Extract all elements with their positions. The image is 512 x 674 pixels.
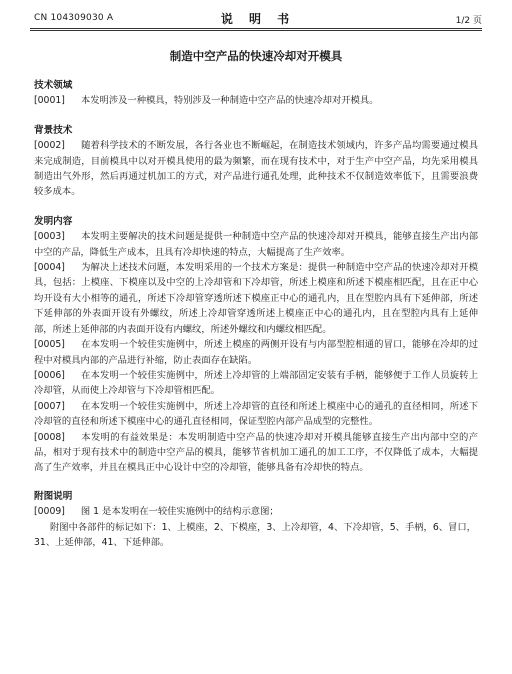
paragraph-text: 在本发明一个较佳实施例中，所述上冷却管的上端部固定安装有手柄，能够便于工作人员旋转上冷却管，从而使上冷却管与下冷却管相匹配。 (34, 369, 478, 397)
page-header (34, 10, 482, 28)
page-indicator: 1/2 页 (455, 16, 482, 26)
paragraph-number: [0005] (34, 339, 65, 351)
paragraph-number: [0002] (34, 140, 65, 152)
section-heading-drawings: 附图说明 (34, 490, 73, 502)
paragraph-0003 (34, 229, 478, 260)
paragraph-0001 (34, 93, 478, 108)
paragraph-number: [0001] (34, 95, 65, 107)
paragraph-0008 (34, 430, 478, 476)
paragraph-text: 本发明涉及一种模具，特别涉及一种制造中空产品的快速冷却对开模具。 (80, 95, 379, 107)
paragraph-text: 随着科学技术的不断发展，各行各业也不断崛起，在制造技术领域内，许多产品均需要通过模具来完成制造，目前模具中以对开模具使用的最为频繁，而在现有技术中，对于生产中空产品，均先采用模具制造出气外形，然后再通过机加工的方式，对产品进行通孔处理，此种技术不仅制造效率低下，且需要浪费较多成本。 (34, 140, 478, 198)
paragraph-text: 图 1 是本发明在一较佳实施例中的结构示意图； (80, 506, 279, 518)
header-rule-top (30, 28, 482, 29)
parts-list-paragraph: 附图中各部件的标记如下：1、上模座，2、下模座，3、上冷却管，4、下冷却管，5、手柄，6、冒口，31、上延伸部，41、下延伸部。 (34, 521, 476, 548)
paragraph-text: 在本发明一个较佳实施例中，所述上模座的两侧开设有与内部型腔相通的冒口，能够在冷却的过程中对模具内部的产品进行补缩，防止表面存在缺陷。 (34, 339, 478, 366)
paragraph-0005 (34, 337, 478, 368)
paragraph-number: [0004] (34, 262, 65, 274)
paragraph-number: [0003] (34, 231, 65, 243)
paragraph-number: [0006] (34, 369, 65, 381)
paragraph-number: [0007] (34, 400, 65, 412)
paragraph-0009 (34, 504, 478, 519)
paragraph-0004 (34, 260, 478, 337)
section-heading-summary: 发明内容 (34, 215, 73, 227)
header-rule-bottom (30, 30, 482, 31)
section-heading-background: 背景技术 (34, 124, 73, 136)
paragraph-0006 (34, 368, 478, 399)
document-body (34, 78, 478, 550)
document-type: 说 明 书 (220, 12, 296, 26)
paragraph-text: 本发明的有益效果是：本发明制造中空产品的快速冷却对开模具能够直接生产出内部中空的产品，相对于现有技术中的制造中空产品的模具，能够节省机加工通孔的加工工序，不仅降低了成本，大幅提高了生产效率，并且在模具正中心设计中空的冷却管，能够具备有冷却快的特点。 (34, 431, 478, 474)
paragraph-number: [0008] (34, 431, 65, 443)
paragraph-0007 (34, 399, 478, 430)
document-title: 制造中空产品的快速冷却对开模具 (169, 49, 343, 63)
paragraph-text: 在本发明一个较佳实施例中，所述上冷却管的直径和所述上模座中心的通孔的直径相同，所述下冷却管的直径和所述下模座中心的通孔直径相同，保证型腔内部产品成型的完整性。 (34, 400, 478, 428)
paragraph-text: 为解决上述技术问题，本发明采用的一个技术方案是：提供一种制造中空产品的快速冷却对开模具，包括：上模座、下模座以及中空的上冷却管和下冷却管，所述上模座和所述下模座相匹配，且在正中心均开设有大小相等的通孔，所述下冷却管穿透所述下模座正中心的通孔内，且在型腔内具有下延伸部，所述下延伸部的外表面开设有外螺纹，所述上冷却管穿透所述上模座正中心的通孔内，且在型腔内具有上延伸部，所述上延伸部的内表面开设有内螺纹，所述外螺纹和内螺纹相匹配。 (34, 262, 478, 335)
paragraph-number: [0009] (34, 506, 65, 518)
patent-number: CN 104309030 A (34, 13, 114, 23)
paragraph-0002 (34, 138, 478, 200)
paragraph-text: 本发明主要解决的技术问题是提供一种制造中空产品的快速冷却对开模具，能够直接生产出内部中空的产品，降低生产成本，且具有冷却快速的特点，大幅提高了生产效率。 (34, 231, 478, 258)
section-heading-technical-field: 技术领域 (34, 80, 73, 91)
